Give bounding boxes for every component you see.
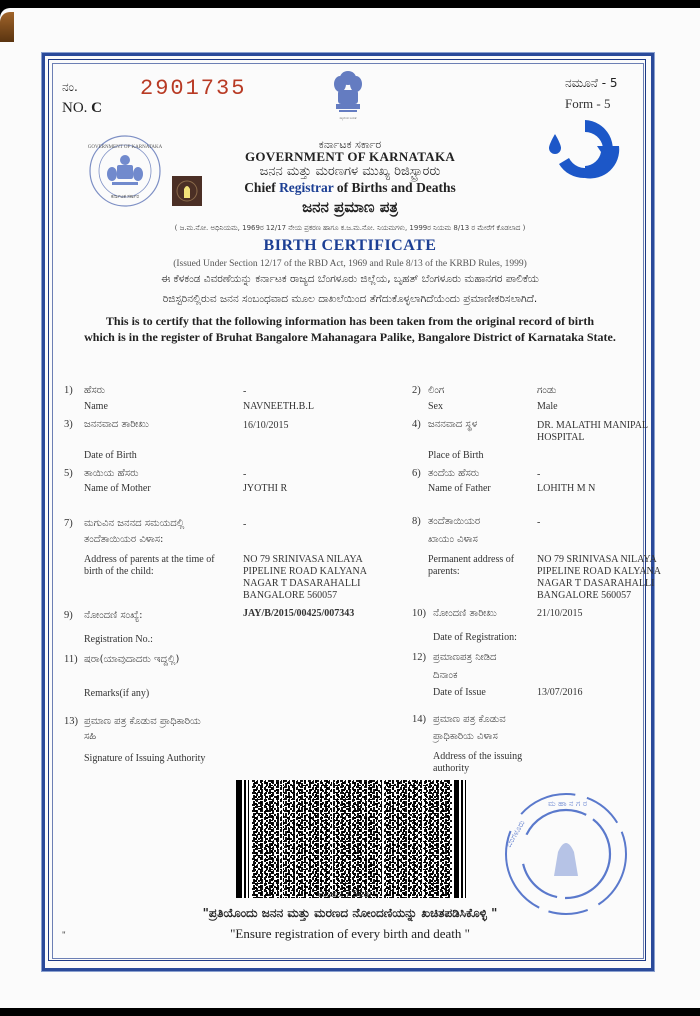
issue-date-label: Date of Issue xyxy=(433,687,486,698)
government-title: GOVERNMENT OF KARNATAKA xyxy=(244,149,456,164)
field-number: 1) xyxy=(64,385,73,396)
certificate-title: BIRTH CERTIFICATE xyxy=(263,237,437,254)
field-number: 8) xyxy=(412,516,421,527)
birth-address-label-1: Address of parents at the time of xyxy=(84,554,215,565)
field-number: 3) xyxy=(64,419,73,430)
signature-label-kannada-2: ಸಹಿ xyxy=(84,731,97,742)
pob-label-kannada: ಜನನವಾದ ಸ್ಥಳ xyxy=(428,419,478,430)
permanent-address-line: NAGAR T DASARAHALLI xyxy=(537,578,655,589)
mother-label-kannada: ತಾಯಿಯ ಹೆಸರು xyxy=(84,468,139,479)
national-emblem-icon xyxy=(330,68,366,122)
certify-paragraph-kannada-2: ರಿಜಿಸ್ಟರಿನಲ್ಲಿರುವ ಜನನ ಸಂಬಂಧವಾದ ಮೂಲ ದಾಖಲೆಯಿಂದ ತೆಗೆದುಕೊಳ್ಳಲಾಗಿದೆಯೆಂದು ಪ್ರಮಾಣೀಕರಿಸಲಾಗಿದೆ. xyxy=(162,293,538,305)
field-number: 14) xyxy=(412,714,426,725)
number-prefix: C xyxy=(91,100,103,116)
name-label-kannada: ಹೆಸರು xyxy=(84,385,106,396)
birth-address-label-kannada-1: ಮಗುವಿನ ಜನನದ ಸಮಯದಲ್ಲಿ xyxy=(84,518,185,529)
field-number: 13) xyxy=(64,716,78,727)
registrar-title xyxy=(60,180,640,196)
svg-text:ಸತ್ಯಮೇವ ಜಯತೆ: ಸತ್ಯಮೇವ ಜಯತೆ xyxy=(339,116,357,120)
certify-paragraph-2: which is in the register of Bruhat Bangalore Mahanagara Palike, Bangalore District of Karnataka State. xyxy=(84,330,616,344)
permanent-address-value-kannada: - xyxy=(537,517,541,528)
authority-address-label-1: Address of the issuing xyxy=(433,751,523,762)
field-number: 4) xyxy=(412,419,421,430)
permanent-address-label-kannada-2: ಖಾಯಂ ವಿಳಾಸ xyxy=(428,534,478,545)
father-label: Name of Father xyxy=(428,483,491,494)
birth-address-line: BANGALORE 560057 xyxy=(243,590,338,601)
remarks-label: Remarks(if any) xyxy=(84,688,150,699)
dob-label: Date of Birth xyxy=(84,450,137,461)
father-value: LOHITH M N xyxy=(537,483,596,494)
dob-label-kannada: ಜನನವಾದ ತಾರೀಖು xyxy=(84,419,149,430)
form-number: Form - 5 xyxy=(565,96,611,111)
birth-address-label-2: birth of the child: xyxy=(84,566,154,577)
registrar-part: of Births and Deaths xyxy=(333,180,456,195)
signature-label: Signature of Issuing Authority xyxy=(84,753,206,764)
field-number: 5) xyxy=(64,468,73,479)
svg-text:ಕರ್ನಾಟಕ ಸರ್ಕಾರ: ಕರ್ನಾಟಕ ಸರ್ಕಾರ xyxy=(110,195,140,200)
remarks-label-kannada: ಷರಾ(ಯಾವುದಾದರು ಇದ್ದಲ್ಲಿ) xyxy=(84,654,180,665)
dob-value: 16/10/2015 xyxy=(243,420,289,431)
mother-value: JYOTHI R xyxy=(243,483,288,494)
registration-date-label: Date of Registration: xyxy=(433,632,517,643)
permanent-address-label-kannada-1: ತಂದೆತಾಯಿಯರ xyxy=(428,516,481,527)
permanent-address-label-2: parents: xyxy=(428,566,460,577)
official-stamp-icon xyxy=(488,786,638,916)
sex-label-kannada: ಲಿಂಗ xyxy=(428,385,445,396)
permanent-address-label-1: Permanent address of xyxy=(428,554,515,565)
name-value-kannada: - xyxy=(243,386,247,397)
form-number-kannada: ನಮೂನೆ - 5 xyxy=(565,76,618,90)
pdf417-barcode-icon xyxy=(236,780,468,898)
signature-label-kannada-1: ಪ್ರಮಾಣ ಪತ್ರ ಕೊಡುವ ಪ್ರಾಧಿಕಾರಿಯ xyxy=(84,716,201,727)
number-label-text: NO. xyxy=(62,100,88,116)
name-value: NAVNEETH.B.L xyxy=(243,401,314,412)
authority-address-label-kannada-2: ಪ್ರಾಧಿಕಾರಿಯ ವಿಳಾಸ xyxy=(433,731,498,742)
birth-address-line: PIPELINE ROAD KALYANA xyxy=(243,566,367,577)
serial-number: 2901735 xyxy=(140,76,247,101)
pob-value-line2: HOSPITAL xyxy=(537,432,585,443)
certificate-kannada-title: ಜನನ ಪ್ರಮಾಣ ಪತ್ರ xyxy=(302,198,398,216)
svg-text:ಮ ಹಾ ನ ಗ ರ: ಮ ಹಾ ನ ಗ ರ xyxy=(548,799,588,808)
photo-edge xyxy=(0,12,14,42)
number-label xyxy=(62,100,102,117)
permanent-address-line: BANGALORE 560057 xyxy=(537,590,632,601)
birth-address-line: NAGAR T DASARAHALLI xyxy=(243,578,361,589)
government-kannada: ಕರ್ನಾಟಕ ಸರ್ಕಾರ xyxy=(318,138,382,151)
pob-label: Place of Birth xyxy=(428,450,484,461)
registration-number-label: Registration No.: xyxy=(84,634,153,645)
mother-value-kannada: - xyxy=(243,469,247,480)
act-reference-kannada: ( ಜ.ಮ.ನೋ. ಅಧಿನಿಯಮ, 1969ರ 12/17 ನೇಯ ಪ್ರಕರಣ ಹಾಗೂ ಕ.ಜ.ಮ.ನೋ. ನಿಯಮಗಳು, 1999ರ ನಿಯಮ 8/13 ರ ಮೇರೆಗೆ ಕೊಡಲಾದ ) xyxy=(174,224,526,232)
field-number: 6) xyxy=(412,468,421,479)
registration-date-label-kannada: ನೋಂದಣಿ ತಾರೀಖು xyxy=(433,608,497,619)
slogan: "Ensure registration of every birth and death " xyxy=(230,926,470,941)
registrar-kannada: ಜನನ ಮತ್ತು ಮರಣಗಳ ಮುಖ್ಯ ರಿಜಿಸ್ಟ್ರಾರರು xyxy=(259,164,441,179)
name-label: Name xyxy=(84,401,108,412)
registrar-part: Registrar xyxy=(279,180,334,195)
father-label-kannada: ತಂದೆಯ ಹೆಸರು xyxy=(428,468,480,479)
permanent-address-line: PIPELINE ROAD KALYANA xyxy=(537,566,661,577)
field-number: 10) xyxy=(412,608,426,619)
svg-text:ಬೆಂಗಳೂರು: ಬೆಂಗಳೂರು xyxy=(503,818,527,849)
slogan-kannada: "ಪ್ರತಿಯೊಂದು ಜನನ ಮತ್ತು ಮರಣದ ನೋಂದಣಿಯನ್ನು ಖಚಿತಪಡಿಸಿಕೊಳ್ಳಿ " xyxy=(202,906,498,920)
issued-under: (Issued Under Section 12/17 of the RBD Act, 1969 and Rule 8/13 of the KRBD Rules, 1999) xyxy=(173,259,527,269)
pob-value-line1: DR. MALATHI MANIPAL xyxy=(537,420,649,431)
field-number: 9) xyxy=(64,610,73,621)
authority-address-label-kannada-1: ಪ್ರಮಾಣ ಪತ್ರ ಕೊಡುವ xyxy=(433,714,506,725)
father-value-kannada: - xyxy=(537,469,541,480)
mother-label: Name of Mother xyxy=(84,483,151,494)
birth-address-value-kannada: - xyxy=(243,519,247,530)
registration-date-value: 21/10/2015 xyxy=(537,608,583,619)
issue-date-value: 13/07/2016 xyxy=(537,687,583,698)
birth-address-line: NO 79 SRINIVASA NILAYA xyxy=(243,554,363,565)
registrar-part: Chief xyxy=(244,180,280,195)
issue-date-label-kannada-2: ದಿನಾಂಕ xyxy=(433,670,458,681)
birth-address-label-kannada-2: ತಂದೆತಾಯಿಯರ ವಿಳಾಸ: xyxy=(84,534,164,545)
permanent-address-line: NO 79 SRINIVASA NILAYA xyxy=(537,554,657,565)
sex-value: Male xyxy=(537,401,558,412)
field-number: 12) xyxy=(412,652,426,663)
sex-value-kannada: ಗಂಡು xyxy=(537,385,557,396)
svg-text:GOVERNMENT OF KARNATAKA: GOVERNMENT OF KARNATAKA xyxy=(88,145,162,150)
field-number: 7) xyxy=(64,518,73,529)
sex-label: Sex xyxy=(428,401,443,412)
number-label-kannada: ನಂ. xyxy=(62,80,78,94)
certify-paragraph-kannada-1: ಈ ಕೆಳಕಂಡ ವಿವರಣೆಯನ್ನು ಕರ್ನಾಟಕ ರಾಜ್ಯದ ಬೆಂಗಳೂರು ಜಿಲ್ಲೆಯ, ಬೃಹತ್ ಬೆಂಗಳೂರು ಮಹಾನಗರ ಪಾಲಿಕೆಯ xyxy=(161,273,539,285)
field-number: 11) xyxy=(64,654,78,665)
quote-mark: " xyxy=(62,930,66,940)
certify-paragraph-1: This is to certify that the following information has been taken from the original record of birth xyxy=(105,314,595,328)
issue-date-label-kannada-1: ಪ್ರಮಾಣಪತ್ರ ನೀಡಿದ xyxy=(433,652,497,663)
seal-label: ಮೊಹರು / Seal : xyxy=(318,890,378,900)
certificate-paper xyxy=(0,8,700,1008)
authority-address-label-2: authority xyxy=(433,763,470,774)
registration-number-label-kannada: ನೋಂದಣಿ ಸಂಖ್ಯೆ: xyxy=(84,610,143,621)
field-number: 2) xyxy=(412,385,421,396)
registration-number-value: JAY/B/2015/00425/007343 xyxy=(243,608,355,619)
